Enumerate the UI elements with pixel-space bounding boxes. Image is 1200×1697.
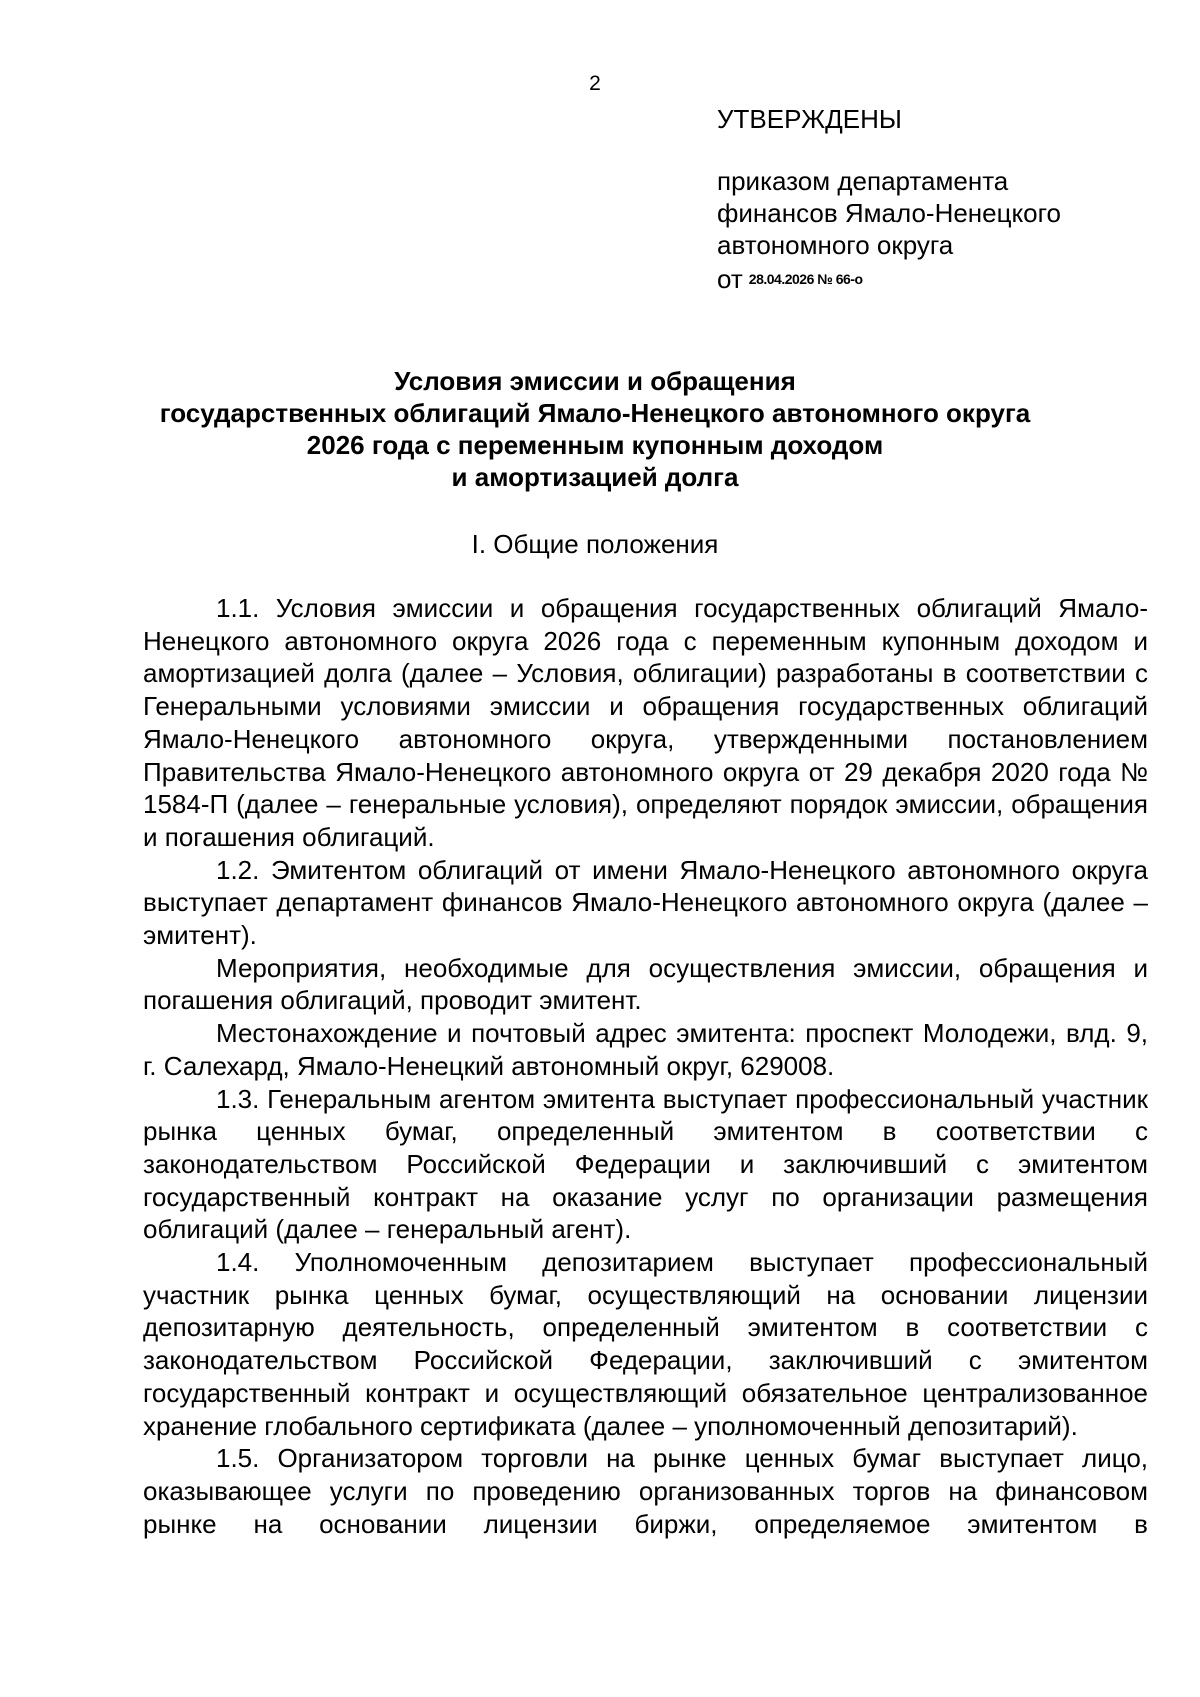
approval-date-line [717,263,1157,295]
document-title-line: 2026 года с переменным купонным доходом [306,430,884,460]
document-body [143,592,1148,1540]
paragraph-1-2: 1.2. Эмитентом облигаций от имени Ямало-Ненецкого автономного округа выступает департамент финансов Ямало-Ненецкого автономного округа (далее – эмитент). [143,854,1148,951]
paragraph-1-1: 1.1. Условия эмиссии и обращения государственных облигаций Ямало-Ненецкого автономного округа 2026 года с переменным купонным доходом и амортизацией долга (далее – Условия, облигации) разработаны в соответствии с Генеральными условиями эмиссии и обращения государственных облигаций Ямало-Ненецкого автономного округа, утвержденными постановлением Правительства Ямало-Ненецкого автономного округа от 29 декабря 2020 года № 1584-П (далее – генеральные условия), определяют порядок эмиссии, обращения и погашения облигаций. [143,593,1148,852]
approval-date-prefix: от [717,264,743,294]
paragraph-address: Местонахождение и почтовый адрес эмитента: проспект Молодежи, влд. 9, г. Салехард, Ямало-Ненецкий автономный округ, 629008. [143,1018,1148,1081]
approval-line: финансов Ямало-Ненецкого [717,198,1062,228]
approval-block [717,103,1157,295]
paragraph-activities: Мероприятия, необходимые для осуществления эмиссии, обращения и погашения облигаций, проводит эмитент. [143,952,1148,1016]
section-title: I. Общие положения [471,529,719,559]
paragraph-1-3: 1.3. Генеральным агентом эмитента выступает профессиональный участник рынка ценных бумаг, определенный эмитентом в соответствии с законодательством Российской Федерации и заключивший с эмитентом государственный контракт на оказание услуг по организации размещения облигаций (далее – генеральный агент). [143,1083,1148,1245]
approval-date-stamp: 28.04.2026 № 66-о [748,271,863,287]
paragraph-1-5: 1.5. Организатором торговли на рынке ценных бумаг выступает лицо, оказывающее услуги по проведению организованных торгов на финансовом рынке на основании лицензии биржи, определяемое эмитентом в [143,1443,1148,1539]
document-title-line: государственных облигаций Ямало-Ненецкого автономного округа [159,398,1031,428]
paragraph-1-4: 1.4. Уполномоченным депозитарием выступает профессиональный участник рынка ценных бумаг, осуществляющий на основании лицензии депозитарную деятельность, определенный эмитентом в соответствии с законодательством Российской Федерации, заключивший с эмитентом государственный контракт и осуществляющий обязательное централизованное хранение глобального сертификата (далее – уполномоченный депозитарий). [143,1247,1148,1441]
approval-line: приказом департамента [717,166,1009,196]
page-number: 2 [589,72,601,95]
document-title-line: Условия эмиссии и обращения [394,366,796,396]
approval-line: автономного округа [717,230,954,260]
document-title [0,365,1190,493]
approval-title: УТВЕРЖДЕНЫ [717,104,902,134]
document-title-line: и амортизацией долга [451,462,739,492]
